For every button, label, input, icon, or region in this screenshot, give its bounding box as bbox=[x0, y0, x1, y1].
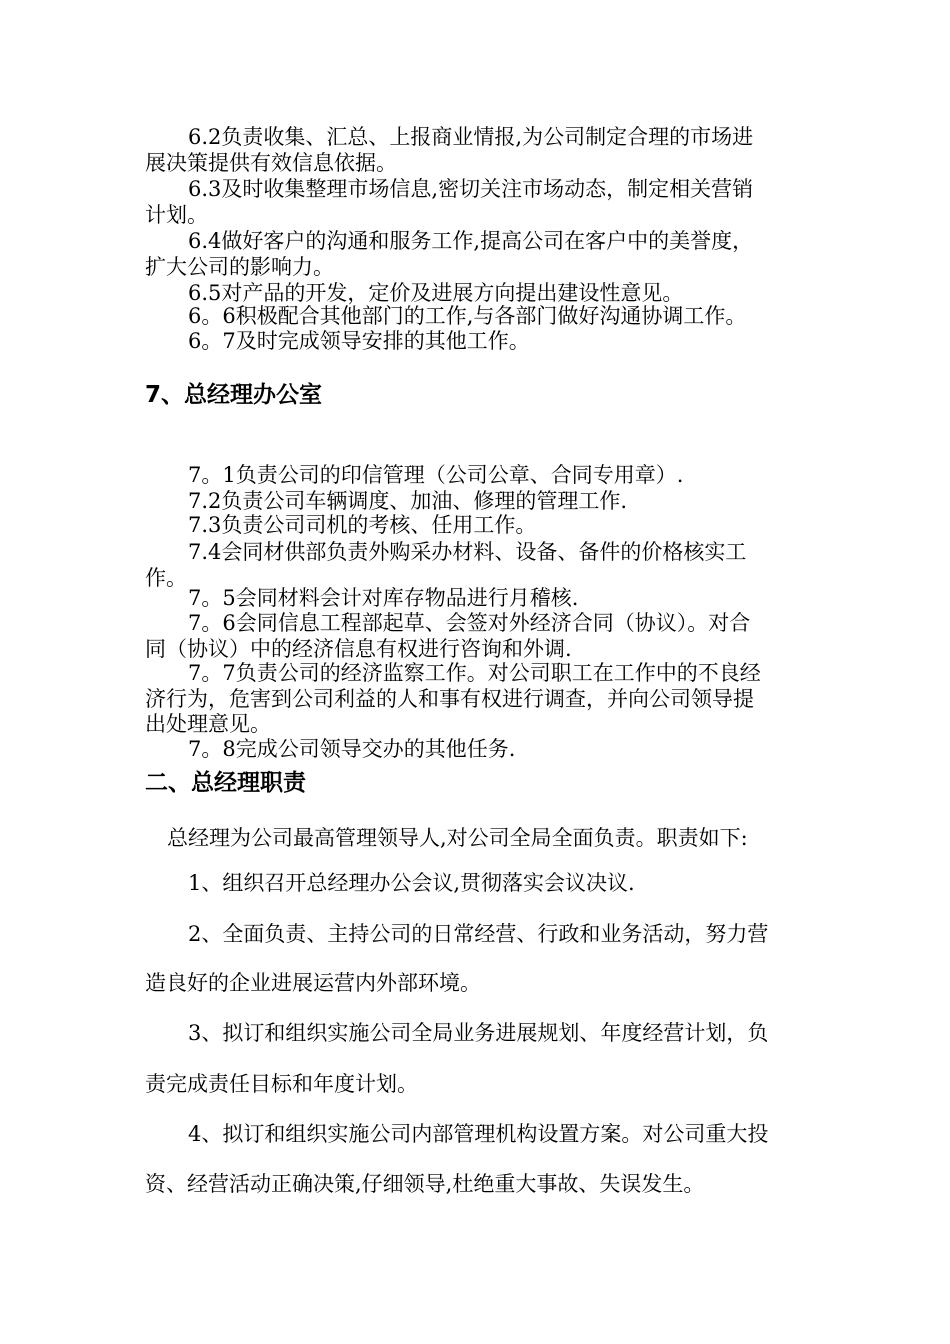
text-line: 7。7负责公司的经济监察工作。对公司职工在工作中的不良经 bbox=[188, 661, 761, 685]
text-line: 6。7及时完成领导安排的其他工作。 bbox=[188, 329, 530, 353]
duty-line: 4、拟订和组织实施公司内部管理机构设置方案。对公司重大投 bbox=[188, 1122, 769, 1146]
duty-line: 2、全面负责、主持公司的日常经营、行政和业务活动，努力营 bbox=[188, 922, 769, 946]
text-line: 7。6会同信息工程部起草、会签对外经济合同（协议）。对合 bbox=[188, 611, 751, 635]
duty-line: 3、拟订和组织实施公司全局业务进展规划、年度经营计划，负 bbox=[188, 1021, 769, 1045]
section-heading-7: 7、总经理办公室 bbox=[145, 382, 323, 408]
text-line: 6.2负责收集、汇总、上报商业情报,为公司制定合理的市场进 bbox=[188, 125, 754, 149]
duty-line: 资、经营活动正确决策,仔细领导,杜绝重大事故、失误发生。 bbox=[145, 1172, 705, 1196]
text-line: 计划。 bbox=[145, 203, 208, 227]
text-line: 7.2负责公司车辆调度、加油、修理的管理工作. bbox=[188, 489, 628, 513]
text-line: 6.5对产品的开发，定价及进展方向提出建设性意见。 bbox=[188, 281, 684, 305]
text-line: 出处理意见。 bbox=[145, 712, 271, 736]
duty-line: 责完成责任目标和年度计划。 bbox=[145, 1072, 418, 1096]
duty-line: 造良好的企业进展运营内外部环境。 bbox=[145, 971, 481, 995]
text-line: 作。 bbox=[145, 566, 187, 590]
text-line: 济行为，危害到公司利益的人和事有权进行调查，并向公司领导提 bbox=[145, 687, 754, 711]
text-line: 6.4做好客户的沟通和服务工作,提高公司在客户中的美誉度， bbox=[188, 229, 754, 253]
text-line: 同（协议）中的经济信息有权进行咨询和外调. bbox=[145, 637, 572, 661]
duty-line: 1、组织召开总经理办公会议,贯彻落实会议决议. bbox=[188, 871, 635, 895]
text-line: 扩大公司的影响力。 bbox=[145, 255, 334, 279]
text-line: 7.3负责公司司机的考核、任用工作。 bbox=[188, 513, 537, 537]
text-line: 展决策提供有效信息依据。 bbox=[145, 151, 397, 175]
text-line: 7。1负责公司的印信管理（公司公章、合同专用章）. bbox=[188, 463, 684, 487]
section-heading-2: 二、总经理职责 bbox=[145, 770, 306, 796]
text-line: 6.3及时收集整理市场信息,密切关注市场动态，制定相关营销 bbox=[188, 177, 754, 201]
text-line: 7。8完成公司领导交办的其他任务. bbox=[188, 737, 516, 761]
text-line: 7。5会同材料会计对库存物品进行月稽核. bbox=[188, 586, 579, 610]
intro-text: 总经理为公司最高管理领导人,对公司全局全面负责。职责如下: bbox=[167, 826, 748, 850]
text-line: 6。6积极配合其他部门的工作,与各部门做好沟通协调工作。 bbox=[188, 304, 747, 328]
text-line: 7.4会同材供部负责外购采办材料、设备、备件的价格核实工 bbox=[188, 540, 747, 564]
